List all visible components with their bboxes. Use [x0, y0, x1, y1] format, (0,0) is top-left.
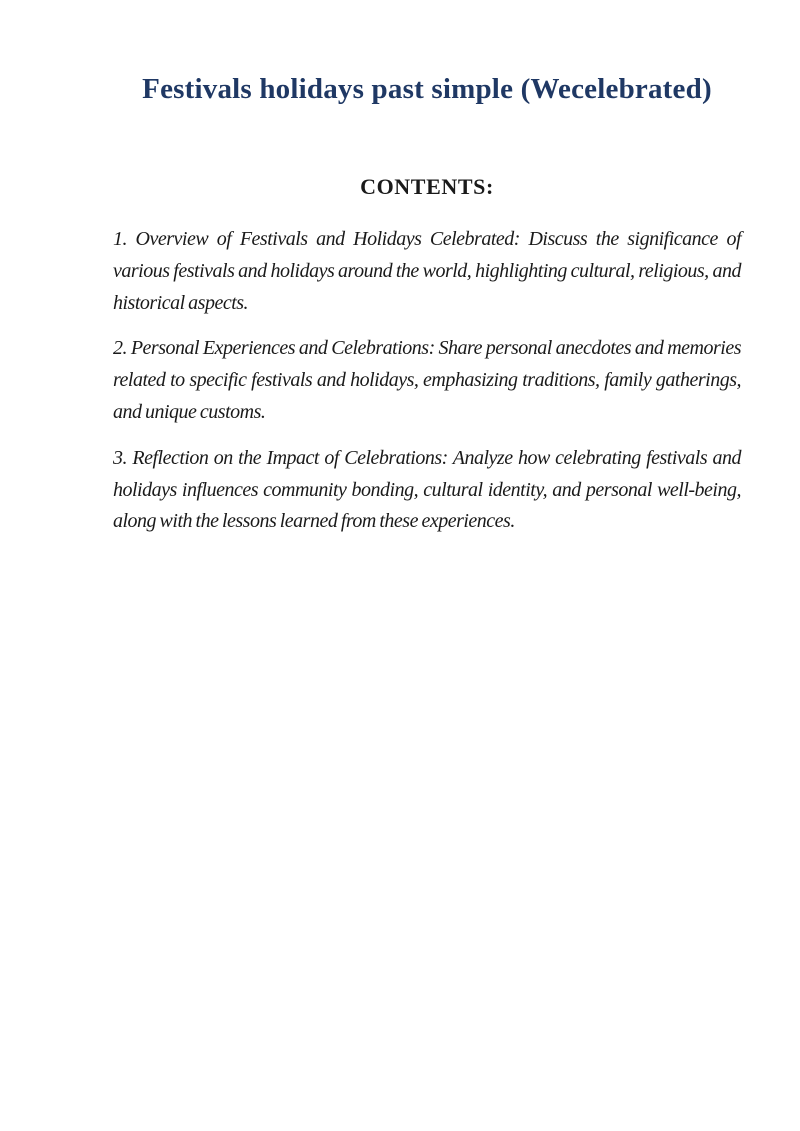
contents-item-3: 3. Reflection on the Impact of Celebrations: Analyze how celebrating festivals and holidays influences community bonding, cultural identity, and personal well-being, along with the lessons learned from these experiences. [113, 446, 741, 533]
contents-heading: CONTENTS: [360, 174, 494, 199]
contents-item-2: 2. Personal Experiences and Celebrations: Share personal anecdotes and memories related to specific festivals and holidays, emphasizing traditions, family gatherings, and unique customs. [113, 337, 741, 423]
document-title: Festivals holidays past simple (Wecelebrated) [142, 73, 712, 105]
contents-item-1: 1. Overview of Festivals and Holidays Celebrated: Discuss the significance of various festivals and holidays around the world, highlighting cultural, religious, and historical aspects. [113, 228, 741, 314]
